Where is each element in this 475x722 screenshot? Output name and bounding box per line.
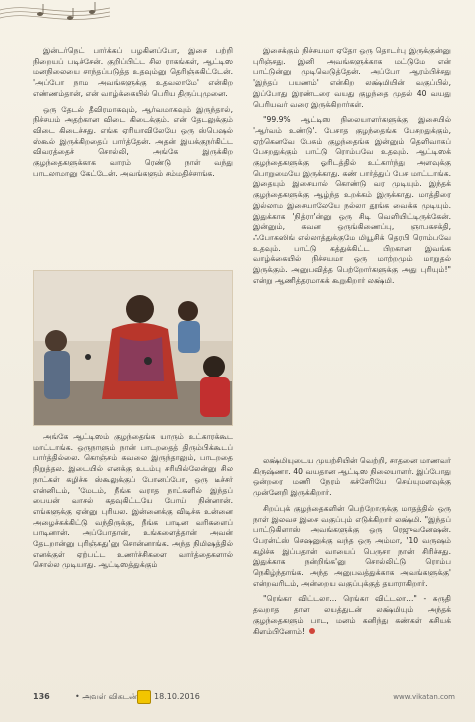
paragraph: சிறப்புக் குழந்தைகளின் பெற்றோருக்கு மாதத்தில் ஒரு நாள் இலவச இசை வகுப்பும் எடுக்கிறார் லக்ஷ்மி. "இந்தப் பாட்டுகிளாஸ் அவங்களுக்கு ஒரு ரெஜுவனேஷன். பேரன்ட்ஸ் செஷனுக்கு வந்த ஒரு அம்மா, '10 வருஷம் கழிச்சு இப்பதான் வாயைப் பெருசா நான் சிரிச்சது. இதுக்காக நன்றிங்க'னு சொல்லிட்டு ரொம்ப நெகிழ்ந்தாங்க. அந்த அனுபவத்துக்காக அவங்களுக்கு' என்றவரிடம், அன்றைய வகுப்புக்குத் தயாராகிறார். <box>253 503 454 588</box>
paragraph: இன்டர்நெட் பார்க்கப் பழகினப்போ, இசை பற்றி நிறையப் படிச்சேன். குறிப்பிட்ட சில ராகங்கள், ஆட்டிஸ மனநிலையை சாந்தப்படுத்த உதவும்னு தெரிஞ்சுகிட்டேன். 'அப்போ நாம அவங்களுக்கு உதவலாமே' என்கிற எண்ணம்தான், என் வாழ்க்கையில் பெரிய திருப்புமுனை. <box>33 46 236 98</box>
paragraph: இசைக்கும் நிச்சயமா ஏதோ ஒரு தொடர்பு இருக்குன்னு புரிஞ்சது. இனி அவங்களுக்காக மட்டுமே என் பாட்டுன்னு முடிவெடுத்தேன். அப்போ ஆரம்பிச்சது 'இந்தப் பயணம்' என்கிற லக்ஷ்மியின் வகுப்பில், இப்போது இரண்டரை வயது குழந்தை முதல் 40 வயது பெரியவர் வரை இருக்கிறார்கள். <box>253 46 454 109</box>
article-photo <box>33 270 233 426</box>
paragraph: அங்கே ஆட்டிஸம் குழந்தைங்க யாரும் உட்காரக்கூட மாட்டாங்க. ஒருநாளும் நான் பாடறதைத் திரும்பிக்கூடப் பார்த்தில்லை. கொஞ்சம் கவலை இருந்தாலும், பாடறதை நிறுத்தல. இடையில் எனக்கு உடம்பு சரியில்லேன்னு சில நாட்கள் கழிச்சு ஸ்கூலுக்குப் போனப்போ, ஒரு டீச்சர் என்னிடம், 'மேடம், நீங்க வராத நாட்களில் இந்தப் பையன் வாசல் கதவுகிட்டயே போய் நின்னான். எங்களுக்கு ஏன்னு புரியல. இன்னைக்கு விடிச்சு உன்னை அழைச்சுக்கிட்டு வந்திருக்கு, நீங்க பாடின வரிகளைப் பாடினான். அப்போதான், உங்களைத்தான் அவன் தேடறான்னு புரிஞ்சுது'னு சொன்னாங்க. அந்த நிமிஷத்தில் எனக்குள் ஏற்பட்ட உணர்ச்சிகளை வார்த்தைகளால் சொல்ல முடியாது. ஆட்டிஸத்துக்கும் <box>33 432 236 570</box>
website-url[interactable]: www.vikatan.com <box>393 693 455 701</box>
photo-image-icon <box>34 271 232 425</box>
music-notes-decoration-icon <box>0 0 110 34</box>
article-column-left-bottom <box>33 432 236 576</box>
paragraph: "99.9% ஆட்டிஸ நிலையாளர்களுக்கு இசையில் 'ஆர்வம் உண்டு'. பேசாத குழந்தைங்க பேசறதுக்கும், ஏற்கெனவே பேசும் குழந்தைங்க இன்னும் தெளிவாகப் பேசறதுக்கும் பாட்டு ரொம்பவே உதவும். ஆட்டிஸக் குழந்தைகளுக்கு ஓரிடத்தில் உட்கார்ந்து அளவுக்கு பொறுமையே இருக்காது. கண் பார்த்துப் பேச மாட்டாங்க. இதையும் இசையால் கொண்டு வர முடியும். இந்தக் குழந்தைகளுக்கு ஆழ்ந்த உறக்கம் இருக்காது. மாத்திரை இல்லாம இசையாலேயே நல்லா தூங்க வைக்க முடியும். இதுக்காக 'நித்ரா'ன்னு ஒரு சிடி வெளியிட்டிருக்கேன். இன்னும், கவன ஒருங்கிணைப்பு, ஞாபகசக்தி, ஃபோகஸிங் எல்லாத்துக்குமே மியூசிக் தெரபி ரொம்பவே உதவும். பாட்டு கத்துக்கிட்ட பிறகான இவங்க வாழ்க்கையில் நிச்சயமா ஒரு மாற்றமும் மாறுதல் இருக்கும். அனுபவித்த பெற்றோர்களுக்கு அது புரியும்!" என்று ஆணித்தரமாகக் கூறுகிறார் லக்ஷ்மி. <box>253 115 454 285</box>
page-number: 136 <box>33 692 50 701</box>
paragraph: லக்ஷ்மியுடைய முயற்சியின் வெற்றி, சாதனை மாணவர் கிருஷ்ணா. 40 வயதான ஆட்டிஸ நிலையாளர். இப்போது ஒன்றரை மணி நேரம் கச்சேரியே செய்யுமளவுக்கு முன்னேறி இருக்கிறார். <box>253 456 454 498</box>
paragraph: ஒரு தேடல் தீவிரமாகவும், ஆர்வமாகவும் இருந்தால், நிச்சயம் அதற்கான விடை கிடைக்கும். என் தேடலுக்கும் விடை கிடைச்சது. எங்க ஏரியாவிலேயே ஒரு ஸ்பெஷல் ஸ்கூல் இருக்கிறதைப் பார்த்தேன். அதன் இயக்குநர்கிட்ட விவரத்தைச் சொல்லி, அங்கே இருக்கிற குழந்தைகளுக்காக வாரம் ரெண்டு நாள் வந்து பாடலாமானு கேட்டேன். அவங்களும் சம்மதிச்சாங்க. <box>33 104 236 178</box>
article-column-left-top <box>33 46 236 184</box>
end-mark-icon <box>309 628 315 634</box>
magazine-name: • அவள் விகடன் <box>75 692 137 701</box>
article-column-right-top <box>253 46 454 291</box>
paragraph-final <box>253 594 454 637</box>
magazine-logo-icon <box>137 690 151 704</box>
article-column-right-bottom <box>253 456 454 642</box>
issue-date: 18.10.2016 <box>154 692 200 701</box>
page-footer <box>33 690 455 706</box>
paragraph-final-text: "ரெங்கா விட்டலா... ரெங்கா விட்டலா..." - சுருதி தவறாத தாள லயத்துடன் லக்ஷ்மியும் அந்தக் குழந்தைகளும் பாட, மனம் கனிந்து கண்கள் கசியக் கிளம்பினோம்! <box>253 594 454 636</box>
